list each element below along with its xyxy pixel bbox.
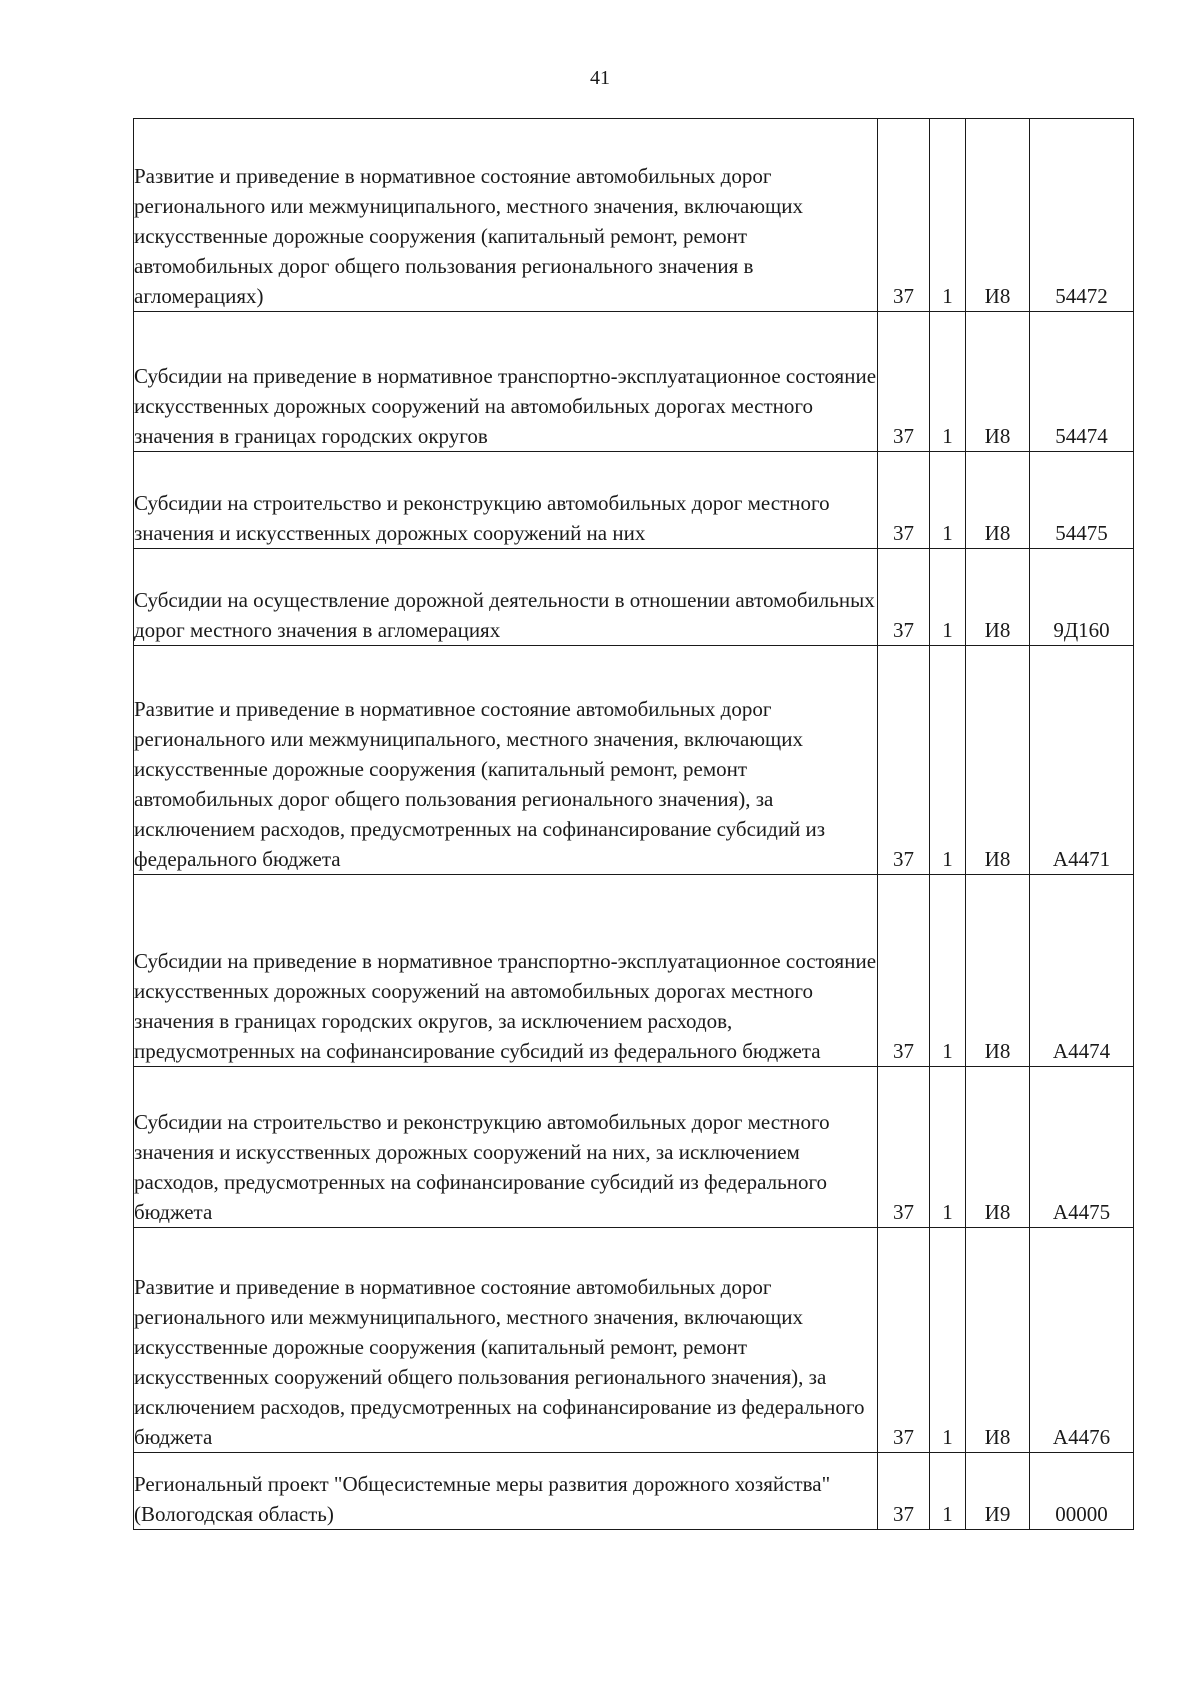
table-row: [134, 646, 1134, 875]
code-column-2: 1: [930, 875, 966, 1067]
code-column-4: А4475: [1030, 1067, 1134, 1228]
code-column-4: 54475: [1030, 452, 1134, 549]
table-row: [134, 119, 1134, 312]
row-description: Субсидии на осуществление дорожной деятельности в отношении автомобильных дорог местного значения в агломерациях: [134, 549, 878, 646]
code-column-1: 37: [878, 875, 930, 1067]
code-column-3: И8: [966, 1067, 1030, 1228]
code-column-4: 54474: [1030, 312, 1134, 452]
code-column-2: 1: [930, 452, 966, 549]
code-column-1: 37: [878, 646, 930, 875]
row-description: Развитие и приведение в нормативное состояние автомобильных дорог регионального или межмуниципального, местного значения, включающих искусственные дорожные сооружения (капитальный ремонт, ремонт автомобильных дорог общего пользования регионального значения в агломерациях): [134, 119, 878, 312]
code-column-4: А4471: [1030, 646, 1134, 875]
table-row: [134, 875, 1134, 1067]
code-column-2: 1: [930, 549, 966, 646]
code-column-1: 37: [878, 312, 930, 452]
row-description: Субсидии на приведение в нормативное транспортно-эксплуатационное состояние искусственных дорожных сооружений на автомобильных дорогах местного значения в границах городских округов: [134, 312, 878, 452]
code-column-1: 37: [878, 119, 930, 312]
code-column-2: 1: [930, 1453, 966, 1530]
code-column-4: 54472: [1030, 119, 1134, 312]
code-column-3: И8: [966, 875, 1030, 1067]
row-description: Субсидии на строительство и реконструкцию автомобильных дорог местного значения и искусственных дорожных сооружений на них, за исключением расходов, предусмотренных на софинансирование субсидий из федерального бюджета: [134, 1067, 878, 1228]
row-description: Развитие и приведение в нормативное состояние автомобильных дорог регионального или межмуниципального, местного значения, включающих искусственные дорожные сооружения (капитальный ремонт, ремонт искусственных сооружений общего пользования регионального значения), за исключением расходов, предусмотренных на софинансирование из федерального бюджета: [134, 1228, 878, 1453]
table-row: [134, 312, 1134, 452]
row-description: Субсидии на приведение в нормативное транспортно-эксплуатационное состояние искусственных дорожных сооружений на автомобильных дорогах местного значения в границах городских округов, за исключением расходов, предусмотренных на софинансирование субсидий из федерального бюджета: [134, 875, 878, 1067]
code-column-3: И8: [966, 549, 1030, 646]
table-row: [134, 1067, 1134, 1228]
table-row: [134, 1228, 1134, 1453]
code-column-1: 37: [878, 452, 930, 549]
table-row: [134, 1453, 1134, 1530]
code-column-3: И8: [966, 312, 1030, 452]
code-column-3: И8: [966, 646, 1030, 875]
code-column-3: И9: [966, 1453, 1030, 1530]
code-column-1: 37: [878, 1453, 930, 1530]
row-description: Развитие и приведение в нормативное состояние автомобильных дорог регионального или межмуниципального, местного значения, включающих искусственные дорожные сооружения (капитальный ремонт, ремонт автомобильных дорог общего пользования регионального значения), за исключением расходов, предусмотренных на софинансирование субсидий из федерального бюджета: [134, 646, 878, 875]
row-description: Субсидии на строительство и реконструкцию автомобильных дорог местного значения и искусственных дорожных сооружений на них: [134, 452, 878, 549]
table-row: [134, 549, 1134, 646]
budget-classification-table: [133, 118, 1134, 1530]
code-column-2: 1: [930, 312, 966, 452]
code-column-4: А4476: [1030, 1228, 1134, 1453]
table-row: [134, 452, 1134, 549]
code-column-2: 1: [930, 119, 966, 312]
code-column-2: 1: [930, 646, 966, 875]
code-column-4: 00000: [1030, 1453, 1134, 1530]
code-column-2: 1: [930, 1067, 966, 1228]
code-column-1: 37: [878, 1228, 930, 1453]
code-column-1: 37: [878, 1067, 930, 1228]
page-number: 41: [590, 67, 610, 89]
code-column-2: 1: [930, 1228, 966, 1453]
code-column-4: 9Д160: [1030, 549, 1134, 646]
row-description: Региональный проект "Общесистемные меры развития дорожного хозяйства" (Вологодская область): [134, 1453, 878, 1530]
code-column-4: А4474: [1030, 875, 1134, 1067]
code-column-3: И8: [966, 1228, 1030, 1453]
code-column-3: И8: [966, 119, 1030, 312]
code-column-3: И8: [966, 452, 1030, 549]
code-column-1: 37: [878, 549, 930, 646]
